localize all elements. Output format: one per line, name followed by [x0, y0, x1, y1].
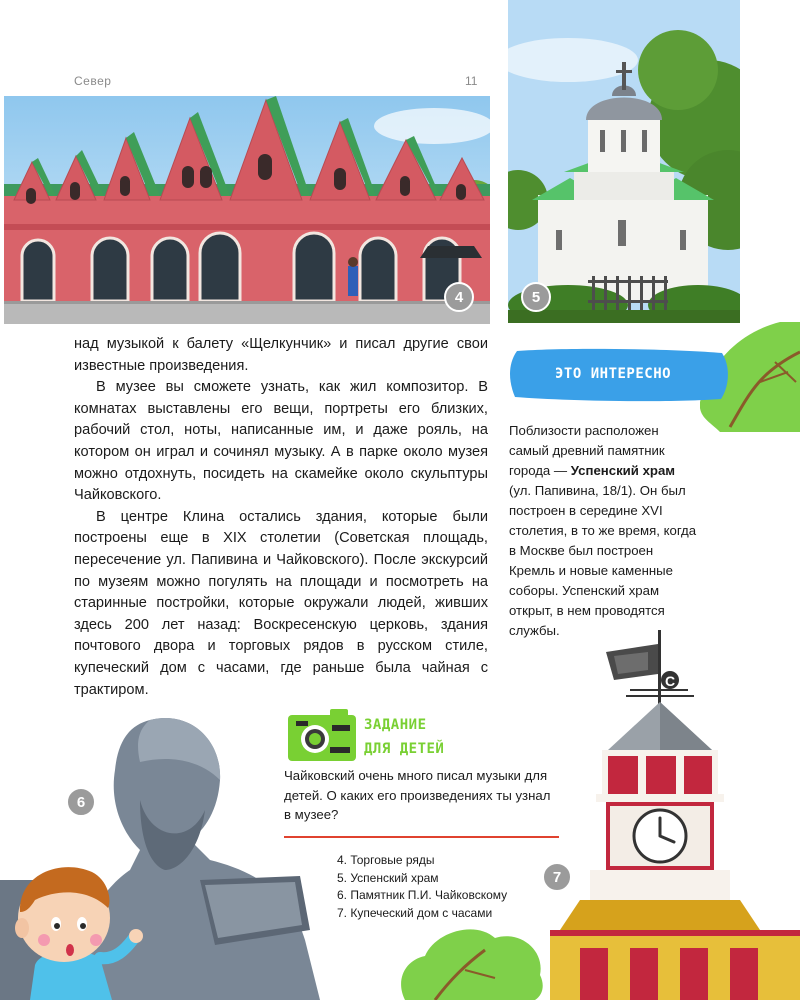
uspensky-highlight: Успенский храм: [570, 463, 676, 478]
interesting-title: ЭТО ИНТЕРЕСНО: [555, 366, 672, 382]
task-text: Чайковский очень много писал музыки для детей. О каких его произведениях ты узнал в музее?: [284, 768, 551, 822]
main-article-text: [74, 334, 488, 701]
task-title: ЗАДАНИЕ ДЛЯ ДЕТЕЙ: [364, 717, 445, 757]
photo-badge-4: 4: [444, 282, 474, 312]
photo-badge-6: 6: [66, 787, 96, 817]
vane-letter: С: [664, 673, 676, 689]
trade-rows-photo: [4, 96, 490, 324]
photo-badge-5: 5: [521, 282, 551, 312]
merchant-house-photo: [510, 630, 800, 1000]
paragraph-2: В музее вы сможете узнать, как жил композитор. В комнатах выставлены его вещи, портреты его близких, рабочий стол, ноты, написанные им, и даже рояль, на котором он играл и сочинял музыку. А в парке около музея можно отдохнуть, посидеть на скамейке около скульптуры Чайковского.: [74, 379, 488, 504]
interesting-text: Поблизости расположен самый древний памятник города — Успенский храм (ул. Папивина, 18/1). Он был построен в середине XVI столетия, в то же время, когда в Москве был построен Кремль и новые каменные соборы. Успенский храм открыт, в нем проводятся службы.: [509, 423, 697, 638]
legend-item: 6. Памятник П.И. Чайковскому: [337, 888, 508, 902]
cathedral-photo: [508, 0, 740, 323]
photo-legend: [337, 852, 507, 922]
legend-item: 7. Купеческий дом с часами: [337, 905, 493, 920]
paragraph-1: над музыкой к балету «Щелкунчик» и писал другие свои известные произведения.: [74, 336, 488, 374]
camera-icon: [288, 709, 356, 763]
section-header: Север: [74, 74, 112, 88]
cartoon-boy-illustration: [0, 850, 150, 1000]
legend-item: 4. Торговые ряды: [337, 853, 435, 867]
paragraph-3: В центре Клина остались здания, которые были построены еще в XIX столетии (Советская площадь, пересечение ул. Папивина и Чайковского). После экскурсий по музеям можно погулять на площади и посмотреть на старинные постройки, которые окружали людей, живших здесь 200 лет назад: Воскресенскую церковь, здания почтового двора и торговых рядов в русском стиле, купеческий дом с часами, где раньше была чайная с трактиром.: [74, 508, 488, 698]
photo-badge-7: 7: [542, 862, 572, 892]
page-number: 11: [465, 74, 478, 88]
legend-item: 5. Успенский храм: [337, 870, 439, 885]
